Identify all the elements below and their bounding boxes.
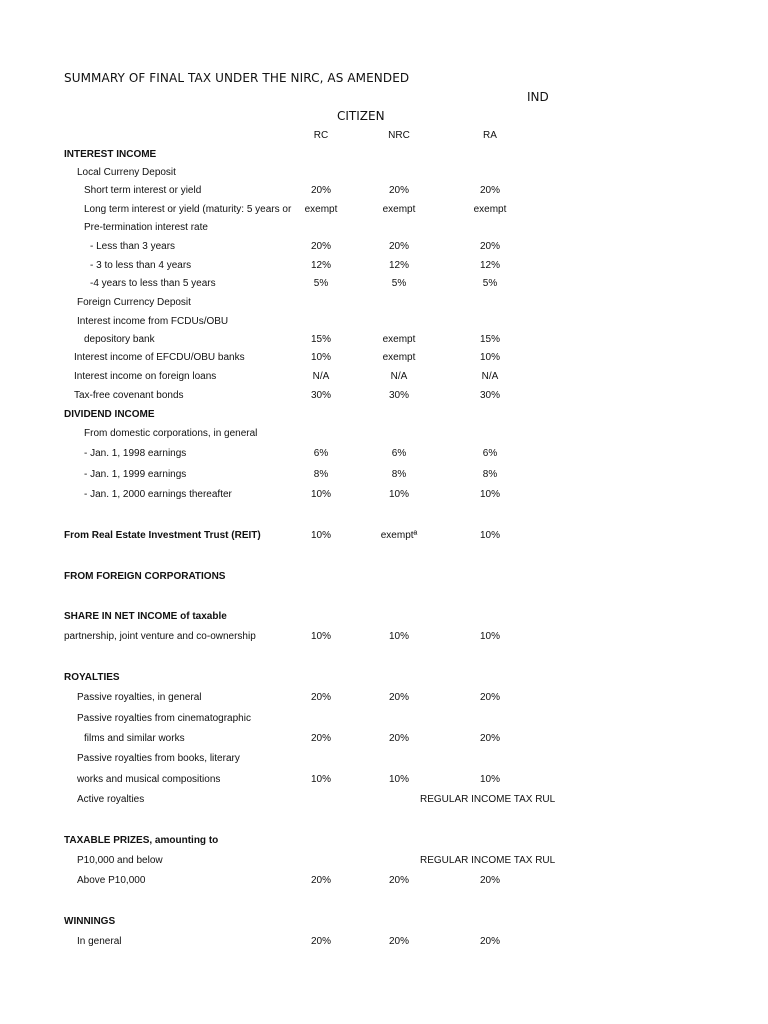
rate-cell-ra: 20%	[479, 733, 500, 744]
row-label: films and similar works	[84, 733, 185, 744]
rate-cell-nrc: exempt	[382, 352, 416, 363]
rate-cell-nrc: 12%	[388, 260, 409, 271]
table-row	[0, 240, 768, 258]
row-label: Foreign Currency Deposit	[77, 297, 191, 308]
table-row	[0, 752, 768, 770]
rate-cell-ra: 10%	[479, 774, 500, 785]
rate-cell-nrc: 10%	[388, 774, 409, 785]
row-label: - Jan. 1, 1998 earnings	[84, 448, 187, 459]
rate-cell-rc: 15%	[310, 334, 331, 345]
table-row	[0, 610, 768, 628]
rate-cell-ra: 20%	[479, 936, 500, 947]
rate-cell-nrc: 20%	[388, 733, 409, 744]
table-row	[0, 712, 768, 730]
column-header-rc: RC	[313, 130, 329, 141]
rate-cell-ra: 15%	[479, 334, 500, 345]
table-row	[0, 408, 768, 426]
rate-cell-nrc: 20%	[388, 241, 409, 252]
table-row	[0, 351, 768, 369]
table-row	[0, 915, 768, 933]
table-row	[0, 834, 768, 852]
column-header-nrc: NRC	[388, 130, 410, 141]
section-heading: ROYALTIES	[64, 672, 120, 683]
citizen-header: CITIZEN	[337, 109, 385, 123]
table-row	[0, 166, 768, 184]
rate-cell-nrc: 6%	[391, 448, 407, 459]
rate-cell-nrc: 5%	[391, 278, 407, 289]
table-row	[0, 691, 768, 709]
table-row	[0, 389, 768, 407]
table-row	[0, 427, 768, 445]
rate-cell-rc: 20%	[310, 875, 331, 886]
row-label: - Jan. 1, 2000 earnings thereafter	[84, 489, 232, 500]
table-row	[0, 854, 768, 872]
rate-cell-rc: 20%	[310, 185, 331, 196]
section-heading: DIVIDEND INCOME	[64, 409, 155, 420]
section-heading: From Real Estate Investment Trust (REIT)	[64, 530, 261, 541]
rate-cell-ra: 10%	[479, 530, 500, 541]
rate-cell-ra: 20%	[479, 875, 500, 886]
rate-cell-nrc: 20%	[388, 692, 409, 703]
rate-cell-nrc: exempt	[382, 334, 416, 345]
table-row	[0, 874, 768, 892]
table-row	[0, 148, 768, 166]
table-row	[0, 468, 768, 486]
rate-cell-ra: 12%	[479, 260, 500, 271]
table-row	[0, 935, 768, 953]
table-row	[0, 333, 768, 351]
rate-cell-nrc: 20%	[388, 185, 409, 196]
rate-cell-rc: N/A	[312, 371, 330, 382]
table-row	[0, 773, 768, 791]
table-row	[0, 277, 768, 295]
rate-cell-nrc: 20%	[388, 936, 409, 947]
rate-cell-ra: 10%	[479, 631, 500, 642]
regular-tax-note: REGULAR INCOME TAX RUL	[420, 794, 556, 805]
rate-cell-nrc: exemptª	[380, 530, 418, 541]
section-heading: INTEREST INCOME	[64, 149, 157, 160]
rate-cell-rc: 6%	[313, 448, 329, 459]
row-label: depository bank	[84, 334, 155, 345]
table-row	[0, 732, 768, 750]
row-label: Passive royalties from cinematographic	[77, 713, 251, 724]
table-row	[0, 370, 768, 388]
rate-cell-rc: 10%	[310, 530, 331, 541]
row-label: Above P10,000	[77, 875, 146, 886]
rate-cell-ra: 6%	[482, 448, 498, 459]
row-label: Pre-termination interest rate	[84, 222, 208, 233]
rate-cell-rc: 5%	[313, 278, 329, 289]
table-row	[0, 221, 768, 239]
rate-cell-nrc: 10%	[388, 489, 409, 500]
rate-cell-ra: 10%	[479, 489, 500, 500]
rate-cell-rc: 8%	[313, 469, 329, 480]
row-label: Passive royalties, in general	[77, 692, 202, 703]
section-heading: TAXABLE PRIZES, amounting to	[64, 835, 219, 846]
row-label: Local Curreny Deposit	[77, 167, 176, 178]
rate-cell-ra: 20%	[479, 692, 500, 703]
row-label: partnership, joint venture and co-ownership	[64, 631, 256, 642]
row-label: Active royalties	[77, 794, 145, 805]
row-label: Interest income of EFCDU/OBU banks	[74, 352, 245, 363]
row-label: P10,000 and below	[77, 855, 163, 866]
section-heading: SHARE IN NET INCOME of taxable	[64, 611, 227, 622]
column-header-ra: RA	[483, 130, 497, 141]
table-row	[0, 447, 768, 465]
table-row	[0, 184, 768, 202]
rate-cell-rc: 12%	[310, 260, 331, 271]
row-label: works and musical compositions	[77, 774, 221, 785]
rate-cell-ra: exempt	[473, 204, 507, 215]
rate-cell-nrc: exempt	[382, 204, 416, 215]
rate-cell-ra: 10%	[479, 352, 500, 363]
table-row	[0, 296, 768, 314]
row-label: - 3 to less than 4 years	[90, 260, 192, 271]
rate-cell-rc: 10%	[310, 352, 331, 363]
rate-cell-ra: 30%	[479, 390, 500, 401]
row-label: In general	[77, 936, 122, 947]
rate-cell-ra: 20%	[479, 241, 500, 252]
rate-cell-rc: exempt	[304, 204, 338, 215]
row-label: Tax-free covenant bonds	[74, 390, 184, 401]
rate-cell-ra: 20%	[479, 185, 500, 196]
rate-cell-ra: 5%	[482, 278, 498, 289]
table-row	[0, 315, 768, 333]
table-row	[0, 259, 768, 277]
rate-cell-rc: 20%	[310, 733, 331, 744]
table-row	[0, 793, 768, 811]
rate-cell-ra: N/A	[481, 371, 499, 382]
table-row	[0, 529, 768, 547]
row-label: Interest income from FCDUs/OBU	[77, 316, 229, 327]
rate-cell-nrc: N/A	[390, 371, 408, 382]
row-label: Short term interest or yield	[84, 185, 202, 196]
table-row	[0, 630, 768, 648]
row-label: Long term interest or yield (maturity: 5 years or	[84, 204, 292, 215]
table-row	[0, 570, 768, 588]
row-label: - Jan. 1, 1999 earnings	[84, 469, 187, 480]
row-label: - Less than 3 years	[90, 241, 176, 252]
row-label: Passive royalties from books, literary	[77, 753, 240, 764]
regular-tax-note: REGULAR INCOME TAX RUL	[420, 855, 556, 866]
rate-cell-rc: 20%	[310, 692, 331, 703]
rate-cell-rc: 20%	[310, 936, 331, 947]
rate-cell-rc: 10%	[310, 489, 331, 500]
rate-cell-nrc: 20%	[388, 875, 409, 886]
row-label: Interest income on foreign loans	[74, 371, 217, 382]
rate-cell-nrc: 10%	[388, 631, 409, 642]
row-label: From domestic corporations, in general	[84, 428, 258, 439]
rate-cell-rc: 10%	[310, 774, 331, 785]
table-row	[0, 671, 768, 689]
rate-cell-rc: 20%	[310, 241, 331, 252]
document-title: SUMMARY OF FINAL TAX UNDER THE NIRC, AS AMENDED	[64, 71, 410, 85]
rate-cell-rc: 30%	[310, 390, 331, 401]
row-label: -4 years to less than 5 years	[90, 278, 216, 289]
section-heading: WINNINGS	[64, 916, 116, 927]
rate-cell-rc: 10%	[310, 631, 331, 642]
rate-cell-nrc: 30%	[388, 390, 409, 401]
table-row	[0, 488, 768, 506]
rate-cell-ra: 8%	[482, 469, 498, 480]
rate-cell-nrc: 8%	[391, 469, 407, 480]
section-heading: FROM FOREIGN CORPORATIONS	[64, 571, 226, 582]
table-row	[0, 203, 768, 221]
individual-header: IND	[527, 90, 549, 104]
